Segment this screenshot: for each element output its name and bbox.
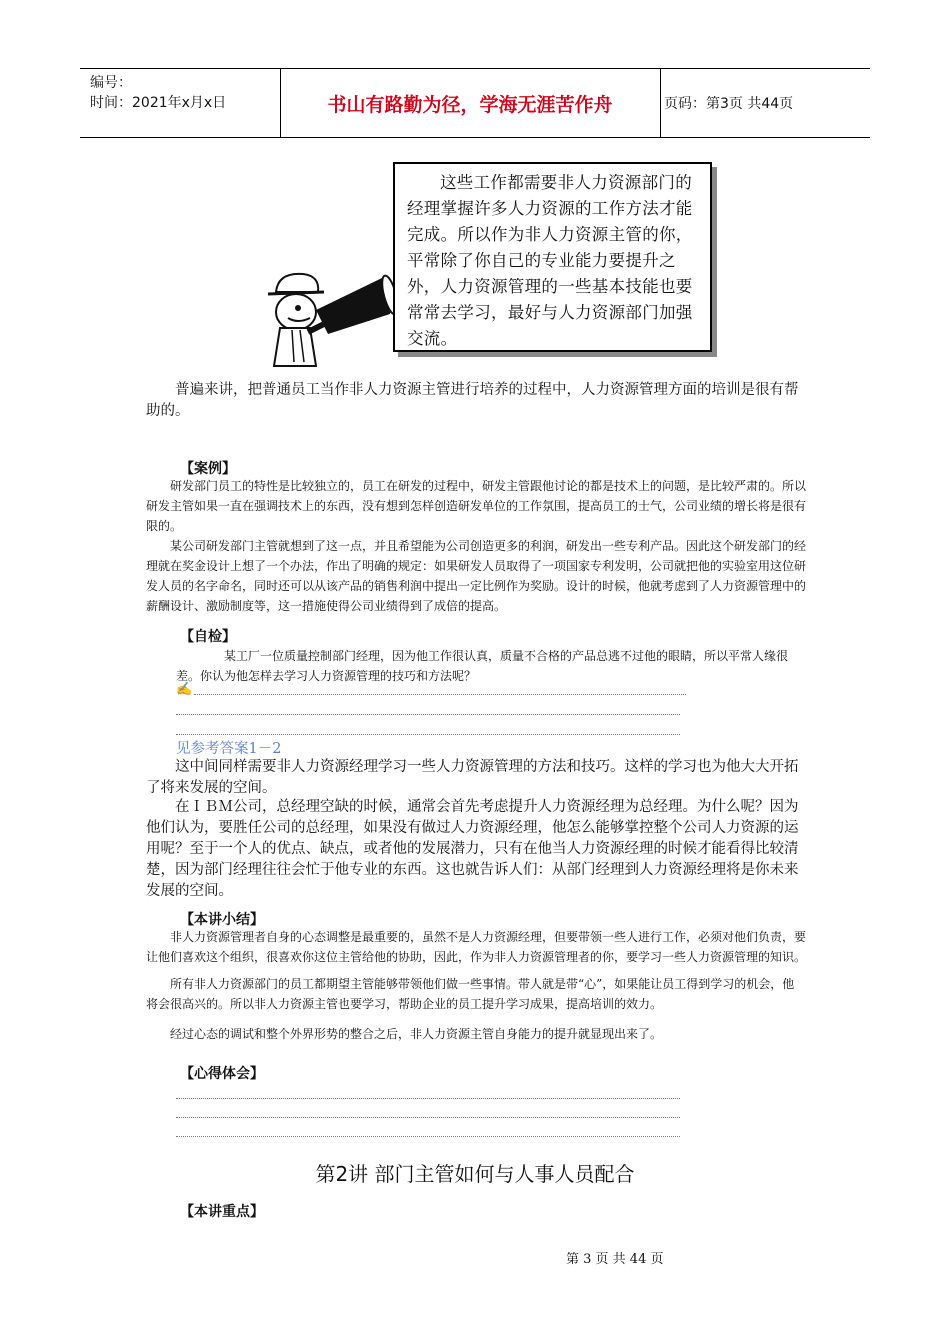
summary-paragraph-2: 所有非人力资源部门的员工都期望主管能够带领他们做一些事情。带人就是带“心”，如果能让员工得到学习的机会，他将会很高兴的。所以非人力资源主管也要学习，帮助企业的员工提升学习成果，提高培训的效力。: [146, 977, 795, 1011]
reflection-heading: 【心得体会】: [180, 1066, 264, 1082]
lecture-title: 第2讲 部门主管如何与人事人员配合: [315, 1162, 635, 1186]
case-paragraph-2: 某公司研发部门主管就想到了这一点，并且希望能为公司创造更多的利润，研发出一些专利产品。因此这个研发部门的经理就在奖金设计上想了一个办法，作出了明确的规定：如果研发人员取得了一项国家专利发明，公司就把他的实验室用这位研发人员的名字命名，同时还可以从该产品的销售利润中提出一定比例作为奖励。设计的时候，他就考虑到了人力资源管理中的薪酬设计、激励制度等，这一措施使得公司业绩得到了成倍的提高。: [146, 539, 807, 613]
self-check-question: 某工厂一位质量控制部门经理，因为他工作很认真，质量不合格的产品总逃不过他的眼睛，所以平常人缘很差。你认为他怎样去学习人力资源管理的技巧和方法呢？: [176, 649, 789, 683]
megaphone-cartoon-icon: [258, 262, 398, 372]
page-footer: 第 3 页 共 44 页: [566, 1252, 664, 1267]
case-heading: 【案例】: [180, 461, 236, 477]
summary-paragraph-3: 经过心态的调试和整个外界形势的整合之后，非人力资源主管自身能力的提升就显现出来了。: [170, 1027, 663, 1041]
summary-heading: 【本讲小结】: [180, 912, 264, 928]
doc-time-label: 时间：2021年x月x日: [90, 95, 227, 111]
answer-reference-link[interactable]: 见参考答案1－2: [176, 741, 282, 757]
speech-callout: [393, 162, 712, 352]
header-divider: [660, 69, 661, 137]
header-meta: [90, 73, 226, 113]
case-paragraph-1: 研发部门员工的特性是比较独立的，员工在研发的过程中，研发主管跟他讨论的都是技术上的问题，是比较严肃的。所以研发主管如果一直在强调技术上的东西，没有想到怎样创造研发单位的工作氛围，提高员工的士气，公司业绩的增长将是很有限的。: [146, 479, 807, 533]
header-motto: 书山有路勤为径，学海无涯苦作舟: [327, 93, 613, 116]
page-header: [80, 68, 870, 138]
reflection-line[interactable]: [176, 1117, 680, 1118]
header-page-label: 页码：第3页 共44页: [664, 96, 794, 112]
reflection-line[interactable]: [176, 1098, 680, 1099]
doc-number-label: 编号：: [90, 75, 132, 91]
self-check-heading: 【自检】: [180, 629, 236, 645]
callout-text: 这些工作都需要非人力资源部门的经理掌握许多人力资源的工作方法才能完成。所以作为非人力资源主管的你，平常除了你自己的专业能力要提升之外，人力资源管理的一些基本技能也要常常去学习，最好与人力资源部门加强交流。: [407, 173, 693, 348]
answer-line[interactable]: [176, 714, 680, 715]
body-paragraph-2: 在ＩＢＭ公司，总经理空缺的时候，通常会首先考虑提升人力资源经理为总经理。为什么呢？因为他们认为，要胜任公司的总经理，如果没有做过人力资源经理，他怎么能够掌控整个公司人力资源的运用呢？至于一个人的优点、缺点，或者他的发展潜力，只有在他当人力资源经理的时候才能看得比较清楚，因为部门经理往往会忙于他专业的东西。这也就告诉人们：从部门经理到人力资源经理将是你未来发展的空间。: [146, 799, 799, 899]
key-points-heading: 【本讲重点】: [180, 1204, 264, 1220]
body-paragraph-1: 这中间同样需要非人力资源经理学习一些人力资源管理的方法和技巧。这样的学习也为他大大开拓了将来发展的空间。: [146, 759, 799, 796]
pen-icon: ✍: [176, 682, 193, 697]
summary-paragraph-1: 非人力资源管理者自身的心态调整是最重要的，虽然不是人力资源经理，但要带领一些人进行工作，必须对他们负责，要让他们喜欢这个组织，很喜欢你这位主管给他的协助，因此，作为非人力资源管理者的你，要学习一些人力资源管理的知识。: [146, 930, 807, 964]
answer-line[interactable]: [176, 734, 680, 735]
reflection-line[interactable]: [176, 1136, 680, 1137]
answer-line[interactable]: [194, 694, 686, 695]
intro-paragraph: 普遍来讲，把普通员工当作非人力资源主管进行培养的过程中，人力资源管理方面的培训是很有帮助的。: [146, 382, 799, 419]
